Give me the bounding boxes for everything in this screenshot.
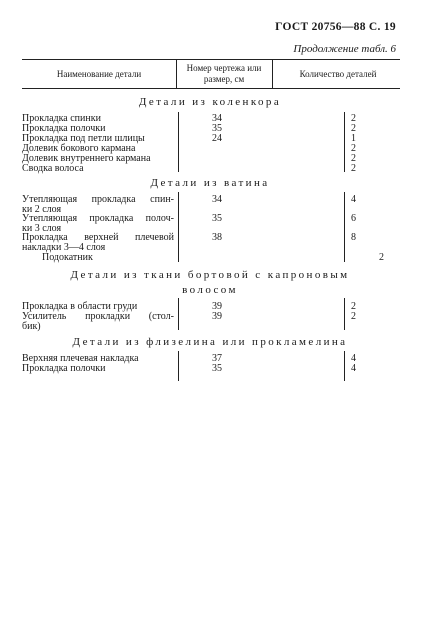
table-row: Подокатник 2 [42, 252, 384, 263]
table-row: Сводка волоса 2 [22, 163, 356, 174]
column-header-name: Наименование детали [56, 69, 142, 79]
column-divider-1 [176, 59, 177, 88]
table-row: Утепляющая прокладка спин- 34 4 [22, 194, 356, 205]
section-title: Детали из ватина [150, 177, 270, 189]
table-header-rule [22, 88, 400, 89]
table-row: Усилитель прокладки (стол- 39 2 [22, 311, 356, 322]
table-row: Долевик внутреннего кармана 2 [22, 153, 356, 164]
table-row: Верхняя плечевая накладка 37 4 [22, 353, 356, 364]
column-divider-2 [272, 59, 273, 88]
table-row-continuation: ки 2 слоя [22, 204, 62, 215]
table-row: Утепляющая прокладка полоч- 35 6 [22, 213, 356, 224]
column-header-drawing: Номер чертежа или размер, см [186, 63, 262, 84]
table-row: Прокладка спинки 34 2 [22, 113, 356, 124]
section-title: Детали из флизелина или прокламелина [72, 336, 348, 348]
table-row: Прокладка под петли шлицы 24 1 [22, 133, 356, 144]
table-continuation-label: Продолжение табл. 6 [293, 43, 396, 55]
table-row: Прокладка полочки 35 2 [22, 123, 356, 134]
section-title: Детали из коленкора [138, 96, 282, 108]
table-row: Прокладка в области груди 39 2 [22, 301, 356, 312]
section-title: Детали из ткани бортовой с капроновым [70, 269, 350, 281]
standard-header: ГОСТ 20756—88 С. 19 [275, 21, 396, 33]
table-row-continuation: ки 3 слоя [22, 223, 62, 234]
table-row: Прокладка полочки 35 4 [22, 363, 356, 374]
column-header-qty: Количество деталей [299, 69, 377, 79]
table-row: Прокладка верхней плечевой 38 8 [22, 232, 356, 243]
table-row-continuation: бик) [22, 321, 41, 332]
table-row-continuation: накладки 3—4 слоя [22, 242, 106, 253]
table-top-rule [22, 59, 400, 60]
table-row: Долевик бокового кармана 2 [22, 143, 356, 154]
section-title-continuation: волосом [182, 284, 238, 296]
